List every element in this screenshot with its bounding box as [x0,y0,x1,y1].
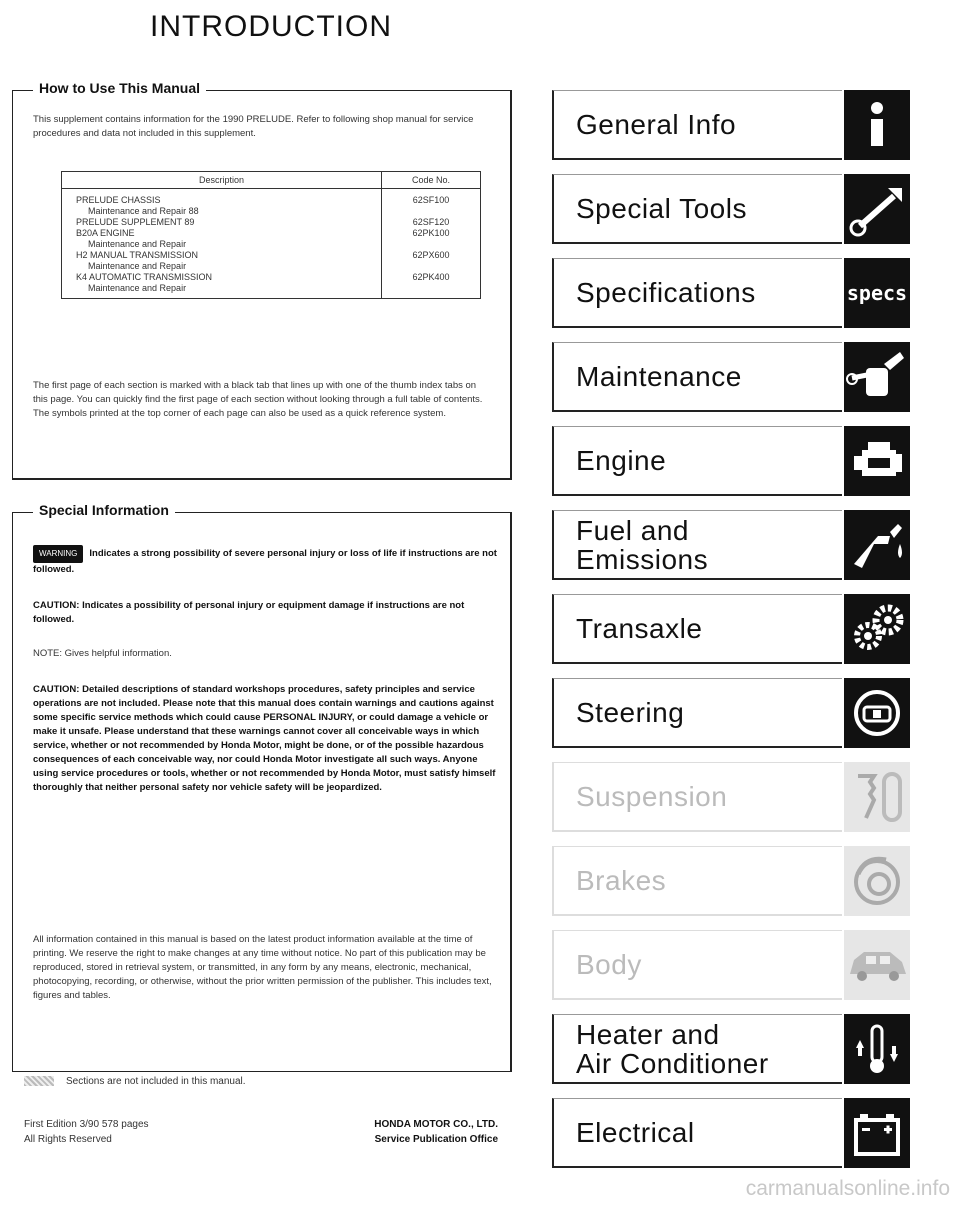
tab-specifications[interactable] [552,258,950,328]
publisher-info [280,1117,498,1147]
table-row [62,206,481,217]
table-cell-desc: Maintenance and Repair 88 [88,206,199,216]
table-cell-desc: Maintenance and Repair [88,261,187,271]
rights-line: All Rights Reserved [24,1134,112,1145]
table-row [62,250,481,261]
special-information-section [12,502,512,1072]
table-row [62,261,481,272]
info-icon [844,90,910,160]
how-to-intro-text: This supplement contains information for the 1990 PRELUDE. Refer to following shop manual for service procedures and data not included in this supplement. [33,114,474,139]
tab-body[interactable] [552,930,950,1000]
table-cell-code [382,239,481,250]
legend [24,1076,246,1087]
table-header-description: Description [62,172,382,189]
tab-electrical[interactable] [552,1098,950,1168]
tab-engine[interactable] [552,426,950,496]
tab-label: Engine [552,426,842,496]
edition-info [24,1117,149,1147]
tab-label [552,1014,842,1084]
tab-label-line: Fuel and [576,514,689,546]
tab-label-line: Air Conditioner [576,1047,769,1079]
page-title: INTRODUCTION [150,10,392,43]
shop-manual-table [61,171,481,299]
table-cell-desc: Maintenance and Repair [88,239,187,249]
tab-label: Brakes [552,846,842,916]
table-cell-code [382,206,481,217]
note-text: Gives helpful information. [64,648,172,659]
caution-paragraph-2 [33,683,503,795]
tab-general-info[interactable] [552,90,950,160]
caution-text: Indicates a possibility of personal injury or equipment damage if instructions are not followed. [33,600,465,625]
table-cell-code: 62PX600 [382,250,481,261]
tab-label [552,510,842,580]
shock-absorber-icon [844,762,910,832]
tab-label: Maintenance [552,342,842,412]
battery-icon [844,1098,910,1168]
all-information-paragraph: All information contained in this manual is based on the latest product information available at the time of printing. We reserve the right to make changes at any time without notice. No part of this publication may be reproduced, stored in retrieval system, or transmitted, in any form by any means, electronic, mechanical, photocopying, recording, or otherwise, without the prior written permission of the publisher. This includes text, figures and tables. [33,934,492,1001]
tab-label: Suspension [552,762,842,832]
caution-paragraph-1 [33,599,503,627]
specs-icon-text: specs [846,281,908,305]
tab-label-line: Emissions [576,543,709,575]
table-cell-code: 62SF100 [382,189,481,207]
fuel-nozzle-icon [844,510,910,580]
table-cell-desc: K4 AUTOMATIC TRANSMISSION [76,272,213,282]
engine-icon [844,426,910,496]
table-row [62,272,481,283]
tab-label: Special Tools [552,174,842,244]
tab-suspension[interactable] [552,762,950,832]
warning-badge: WARNING [33,545,83,563]
publisher-office: Service Publication Office [374,1134,498,1145]
tab-label: General Info [552,90,842,160]
note-label: NOTE: [33,648,63,659]
watermark: carmanualsonline.info [745,1177,950,1200]
gears-icon [844,594,910,664]
tab-heater-and-air-conditioner[interactable] [552,1014,950,1084]
tab-transaxle[interactable] [552,594,950,664]
how-to-use-heading: How to Use This Manual [33,80,206,96]
publisher-name: HONDA MOTOR CO., LTD. [374,1119,498,1130]
tab-label: Specifications [552,258,842,328]
table-cell-desc: H2 MANUAL TRANSMISSION [76,250,199,260]
tab-label: Body [552,930,842,1000]
table-cell-code: 62SF120 [382,217,481,228]
caution-label: CAUTION: [33,600,80,611]
table-cell-desc: PRELUDE CHASSIS [76,195,161,205]
tab-special-tools[interactable] [552,174,950,244]
steering-wheel-icon [844,678,910,748]
table-header-row [62,172,481,189]
table-cell-desc: B20A ENGINE [76,228,135,238]
legend-text: Sections are not included in this manual. [66,1076,246,1087]
tab-steering[interactable] [552,678,950,748]
table-cell-code: 62PK400 [382,272,481,283]
warning-paragraph [33,545,503,577]
tab-brakes[interactable] [552,846,950,916]
table-cell-code [382,261,481,272]
wrench-icon [844,174,910,244]
caution-label: CAUTION: [33,684,80,695]
maintenance-hand-icon [844,342,910,412]
shaded-swatch [24,1076,54,1086]
thumb-index-text: The first page of each section is marked with a black tab that lines up with one of the thumb index tabs on this page. You can quickly find the first page of each section without looking through a full table of contents. The symbols printed at the top corner of each page can also be used as a quick reference system. [33,380,483,419]
tab-label: Electrical [552,1098,842,1168]
table-row [62,239,481,250]
table-row [62,217,481,228]
edition-line: First Edition 3/90 578 pages [24,1119,149,1130]
note-paragraph [33,647,503,661]
special-information-heading: Special Information [33,502,175,518]
brake-disc-icon [844,846,910,916]
table-cell-desc: Maintenance and Repair [88,283,187,293]
thermometer-icon [844,1014,910,1084]
table-row [62,189,481,207]
warning-text: Indicates a strong possibility of severe personal injury or loss of life if instructions are not followed. [33,548,497,575]
table-cell-code: 62PK100 [382,228,481,239]
car-body-icon [844,930,910,1000]
table-row [62,228,481,239]
caution-text: Detailed descriptions of standard workshops procedures, safety principles and service operations are not included. Please note that this manual does contain warnings and cautions against some specific service methods which could cause PERSONAL INJURY, or could damage a vehicle or make it unsafe. Please understand that these warnings cannot cover all conceivable ways in which service, whether or not recommended by Honda Motor, might be done, or of the possible hazardous consequences of each conceivable way, nor could Honda Motor investigate all such ways. Anyone using service procedures or tools, whether or not recommended by Honda Motor, must satisfy himself thoroughly that neither personal safety nor vehicle safety will be jeopardized. [33,684,496,793]
how-to-use-section [12,80,512,480]
table-cell-code [382,283,481,299]
table-cell-desc: PRELUDE SUPPLEMENT 89 [76,217,195,227]
tab-label-line: Heater and [576,1018,720,1050]
tab-fuel-and-emissions[interactable] [552,510,950,580]
table-header-code: Code No. [382,172,481,189]
tab-label: Steering [552,678,842,748]
table-row [62,283,481,299]
specs-icon [844,258,910,328]
tab-label: Transaxle [552,594,842,664]
tab-maintenance[interactable] [552,342,950,412]
